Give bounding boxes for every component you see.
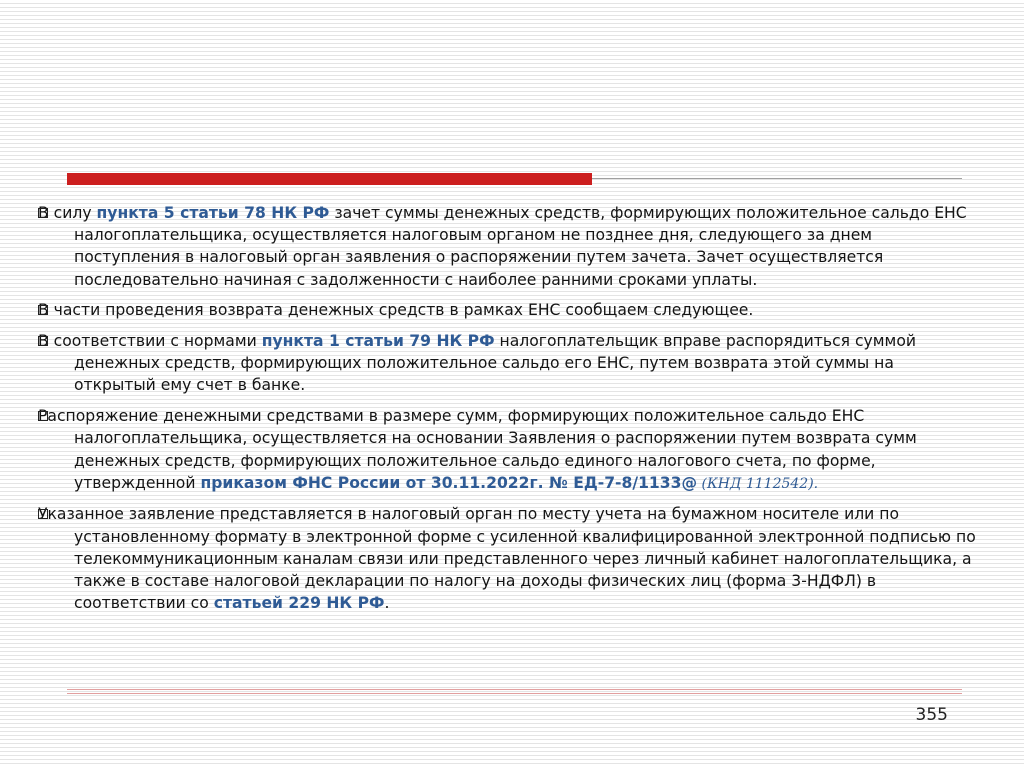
paragraph-2-text: В части проведения возврата денежных средств в рамках ЕНС сообщаем следующее. bbox=[38, 301, 754, 320]
decorative-bottom-rule-2 bbox=[67, 693, 962, 694]
decorative-top-rule bbox=[592, 178, 962, 179]
square-bullet-icon bbox=[38, 336, 48, 346]
square-bullet-icon bbox=[38, 305, 48, 315]
slide-body bbox=[38, 202, 976, 623]
paragraph-1 bbox=[38, 202, 976, 291]
link-fns-order[interactable]: приказом ФНС России от 30.11.2022г. № ЕД-7-8/1133@ bbox=[200, 473, 698, 492]
paragraph-4 bbox=[38, 405, 976, 495]
page-number: 355 bbox=[915, 705, 948, 725]
knd-code-note: (КНД 1112542). bbox=[697, 475, 819, 492]
decorative-accent-bar bbox=[67, 173, 592, 185]
paragraph-1-text-b: зачет суммы денежных средств, формирующих положительное сальдо ЕНС налогоплательщика, осуществляется налоговым органом не позднее дня, следующего за днем поступления в налоговый орган заявления о распоряжении путем зачета. Зачет осуществляется последовательно начиная с задолженности с наиболее ранними сроками уплаты. bbox=[74, 204, 967, 289]
paragraph-5-text-b: . bbox=[384, 594, 390, 613]
paragraph-3-text-b: налогоплательщик вправе распорядиться суммой денежных средств, формирующих положительное сальдо его ЕНС, путем возврата этой суммы на открытый ему счет в банке. bbox=[74, 332, 916, 395]
paragraph-1-text-a: В силу bbox=[38, 204, 97, 222]
paragraph-5-text-a: Указанное заявление представляется в налоговый орган по месту учета на бумажном носителе или по установленному формату в электронной форме с усиленной квалифицированной электронной подписью по телекоммуникационным каналам связи или представленного через личный кабинет налогоплательщика, а также в составе налоговой декларации по налогу на доходы физических лиц (форма 3-НДФЛ) в соответствии со bbox=[38, 505, 976, 613]
link-article-78[interactable]: пункта 5 статьи 78 НК РФ bbox=[96, 204, 330, 222]
square-bullet-icon bbox=[38, 411, 48, 421]
paragraph-3-text-a: В соответствии с нормами bbox=[38, 332, 262, 351]
square-bullet-icon bbox=[38, 509, 48, 519]
paragraph-3 bbox=[38, 330, 976, 397]
paragraph-5 bbox=[38, 503, 976, 614]
link-article-229[interactable]: статьей 229 НК РФ bbox=[213, 594, 385, 613]
square-bullet-icon bbox=[38, 208, 48, 218]
link-article-79[interactable]: пункта 1 статьи 79 НК РФ bbox=[261, 332, 495, 351]
decorative-bottom-rule bbox=[67, 689, 962, 690]
paragraph-2 bbox=[38, 299, 976, 321]
paragraph-4-text-a: Распоряжение денежными средствами в размере сумм, формирующих положительное сальдо ЕНС налогоплательщика, осуществляется на основании Заявления о распоряжении путем возврата сумм денежных средств, формирующих положительное сальдо единого налогового счета, по форме, утвержденной bbox=[38, 407, 917, 492]
